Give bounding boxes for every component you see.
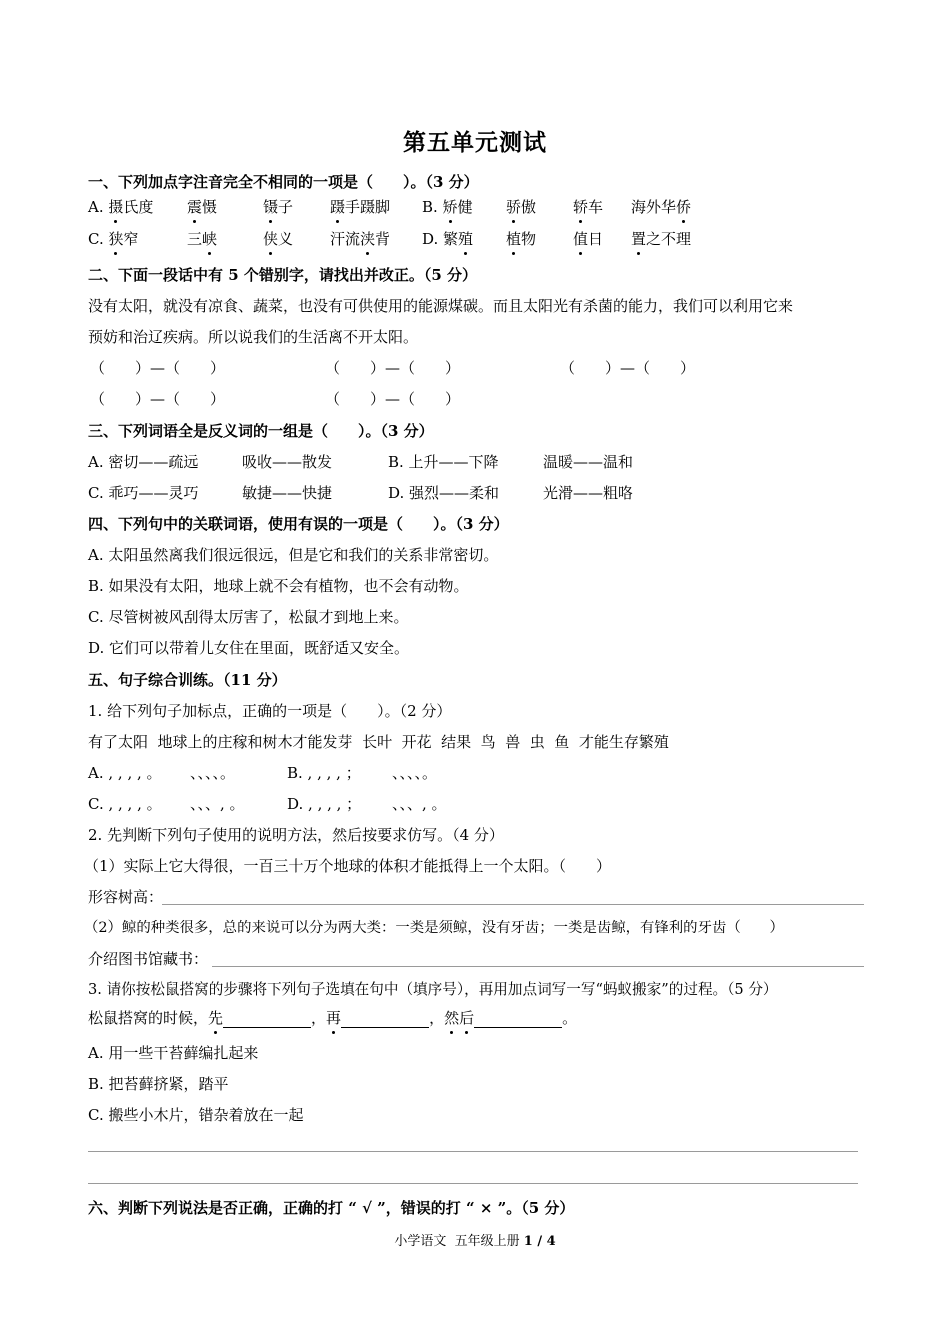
word-suffix: 窄 [123,230,139,248]
section-4-heading: 四、下列句中的关联词语，使用有误的一项是（ ）。（3 分） [88,515,509,533]
section-1-word-2-7 [573,229,603,249]
section-3-option-d-pair-2: 光滑——粗咯 [543,484,634,502]
section-1-word-2-2 [187,229,217,249]
section-2-paragraph-line-2: 预妨和治辽疾病。所以说我们的生活离不开太阳。 [88,328,419,346]
section-3-option-b: B. 上升——下降 [388,453,499,471]
section-2-paragraph-line-1: 没有太阳，就没有凉食、蔬菜，也没有可供使用的能源煤碳。而且太阳光有杀菌的能力，我们可以利用它来 [88,297,794,315]
correction-pair-3[interactable]: （ ）—（ ） [560,359,696,377]
section-4-option-a: A. 太阳虽然离我们很远很远，但是它和我们的关系非常密切。 [88,546,499,564]
blank-2[interactable] [341,1011,429,1028]
library-answer-line[interactable] [212,966,864,967]
page-title: 第五单元测试 [403,129,547,156]
dotted-character: 狭 [108,230,124,248]
section-3-heading: 三、下列词语全是反义词的一组是（ ）。（3 分） [88,422,434,440]
section-1-word-2-4 [330,229,390,249]
word-prefix: 汗流 [330,230,361,248]
punct-option-b-part-2: 、、、、。 [392,764,438,782]
dotted-word-first: 先 [208,1009,224,1027]
punctuation-sentence: 有了太阳 地球上的庄稼和树木才能发芽 长叶 开花 结果 鸟 兽 虫 鱼 才能生存繁殖 [88,733,669,751]
dotted-character: 值 [573,230,589,248]
tree-height-answer-line[interactable] [162,904,864,905]
dotted-character: 镊 [263,198,279,216]
section-1-word-1-2 [187,197,217,217]
word-suffix: 傲 [521,198,537,216]
section-4-option-d: D. 它们可以带着儿女住在里面，既舒适又安全。 [88,639,410,657]
word-prefix: D. 繁 [422,230,459,248]
punct-option-a: A. , , , , 。 [88,764,162,782]
sub-question-2-item-1: （1）实际上它大得很，一百三十万个地球的体积才能抵得上一个太阳。（ ） [84,857,612,875]
dotted-character: 植 [506,230,522,248]
section-1-word-1-3 [263,197,293,217]
word-suffix: 日 [588,230,604,248]
section-1-word-1-7 [573,197,603,217]
section-1-word-2-3 [263,229,293,249]
word-prefix: A. [88,198,109,216]
dotted-character: 然 [444,1009,460,1027]
squirrel-sentence: 松鼠搭窝的时候，先 ，再 ，然后 。 [88,1009,578,1027]
word-suffix: 手蹑脚 [345,198,391,216]
word-suffix: 背 [375,230,391,248]
blank-1[interactable] [223,1011,311,1028]
word-suffix: 健 [457,198,473,216]
section-3-option-a: A. 密切——疏远 [88,453,199,471]
word-prefix: 海外华 [631,198,677,216]
section-1-word-1-1 [88,197,153,217]
word-prefix: C. [88,230,109,248]
word-suffix: 物 [521,230,537,248]
section-1-word-1-4 [330,197,390,217]
step-option-c: C. 搬些小木片，错杂着放在一起 [88,1106,304,1124]
section-1-heading: 一、下列加点字注音完全不相同的一项是（ ）。（3 分） [88,173,479,191]
section-2-heading: 二、下面一段话中有 5 个错别字，请找出并改正。（5 分） [88,266,478,284]
punct-option-b: B. , , , , ； [287,764,361,782]
section-4-option-b: B. 如果没有太阳，地球上就不会有植物，也不会有动物。 [88,577,469,595]
punct-option-c-part-2: 、、、, 。 [190,795,245,813]
dotted-character: 殖 [458,230,474,248]
word-prefix: B. [422,198,443,216]
section-3-option-c: C. 乖巧——灵巧 [88,484,199,502]
punct-option-c: C. , , , , 。 [88,795,162,813]
correction-pair-5[interactable]: （ ）—（ ） [325,390,461,408]
dotted-character: 后 [459,1009,475,1027]
dotted-character: 浃 [360,230,376,248]
dotted-character: 侠 [263,230,279,248]
section-3-option-a-pair-2: 吸收——散发 [242,453,333,471]
word-suffix: 义 [278,230,294,248]
punct-option-d: D. , , , , ； [287,795,362,813]
dotted-character: 轿 [573,198,589,216]
dotted-character: 置 [631,230,647,248]
punct-option-d-part-2: 、、、, 。 [392,795,447,813]
section-1-word-1-8 [631,197,691,217]
dotted-character: 矫 [442,198,458,216]
sub-question-1: 1. 给下列句子加标点，正确的一项是（ ）。（2 分） [88,702,452,720]
dotted-word-then: 再 [326,1009,342,1027]
section-3-option-d: D. 强烈——柔和 [388,484,500,502]
tree-height-label: 形容树高： [88,888,164,906]
footer-subject: 小学语文 五年级上册 [394,1234,520,1249]
dotted-character: 侨 [676,198,692,216]
correction-pair-2[interactable]: （ ）—（ ） [325,359,461,377]
footer-page-number: 1 / 4 [523,1234,556,1249]
sub-question-2: 2. 先判断下列句子使用的说明方法，然后按要求仿写。（4 分） [88,826,504,844]
section-1-word-2-6 [506,229,536,249]
dotted-word-after [444,1009,474,1027]
dotted-character: 峡 [202,230,218,248]
step-option-a: A. 用一些干苔藓编扎起来 [88,1044,259,1062]
dotted-character: 骄 [506,198,522,216]
sub-question-3: 3. 请你按松鼠搭窝的步骤将下列句子选填在句中（填序号），再用加点词写一写“蚂蚁搬家”的过程。（5 分） [88,981,778,998]
section-6-heading: 六、判断下列说法是否正确，正确的打 “ √ ”，错误的打 “ × ”。（5 分） [88,1199,575,1217]
step-option-b: B. 把苔藓挤紧，踏平 [88,1075,229,1093]
dotted-character: 蹑 [330,198,346,216]
blank-3[interactable] [474,1011,562,1028]
sub-question-2-item-2: （2）鲸的种类很多，总的来说可以分为两大类：一类是须鲸，没有牙齿；一类是齿鲸，有锋利的牙齿（ ） [84,920,784,936]
word-suffix: 车 [588,198,604,216]
section-1-word-2-8 [631,229,691,249]
section-1-word-2-5 [422,229,473,249]
section-3-option-c-pair-2: 敏捷——快捷 [242,484,333,502]
section-1-word-1-5 [422,197,473,217]
dotted-character: 震 [187,198,203,216]
dotted-character: 摄 [108,198,124,216]
page-footer [0,1230,950,1249]
word-prefix: 三 [187,230,203,248]
ant-answer-line-1[interactable] [88,1151,858,1152]
word-suffix: 慑 [202,198,218,216]
section-3-option-b-pair-2: 温暖——温和 [543,453,634,471]
section-4-option-c: C. 尽管树被风刮得太厉害了，松鼠才到地上来。 [88,608,409,626]
section-1-word-1-6 [506,197,536,217]
word-suffix: 之不理 [646,230,692,248]
punct-option-a-part-2: 、、、、。 [190,764,236,782]
section-5-heading: 五、句子综合训练。（11 分） [88,671,287,689]
ant-answer-line-2[interactable] [88,1183,858,1184]
squirrel-sentence-lead: 松鼠搭窝的时候， [88,1009,209,1027]
word-suffix: 氏度 [123,198,154,216]
section-1-word-2-1 [88,229,139,249]
correction-pair-4[interactable]: （ ）—（ ） [90,390,226,408]
correction-pair-1[interactable]: （ ）—（ ） [90,359,226,377]
library-label: 介绍图书馆藏书： [88,950,209,968]
word-suffix: 子 [278,198,294,216]
